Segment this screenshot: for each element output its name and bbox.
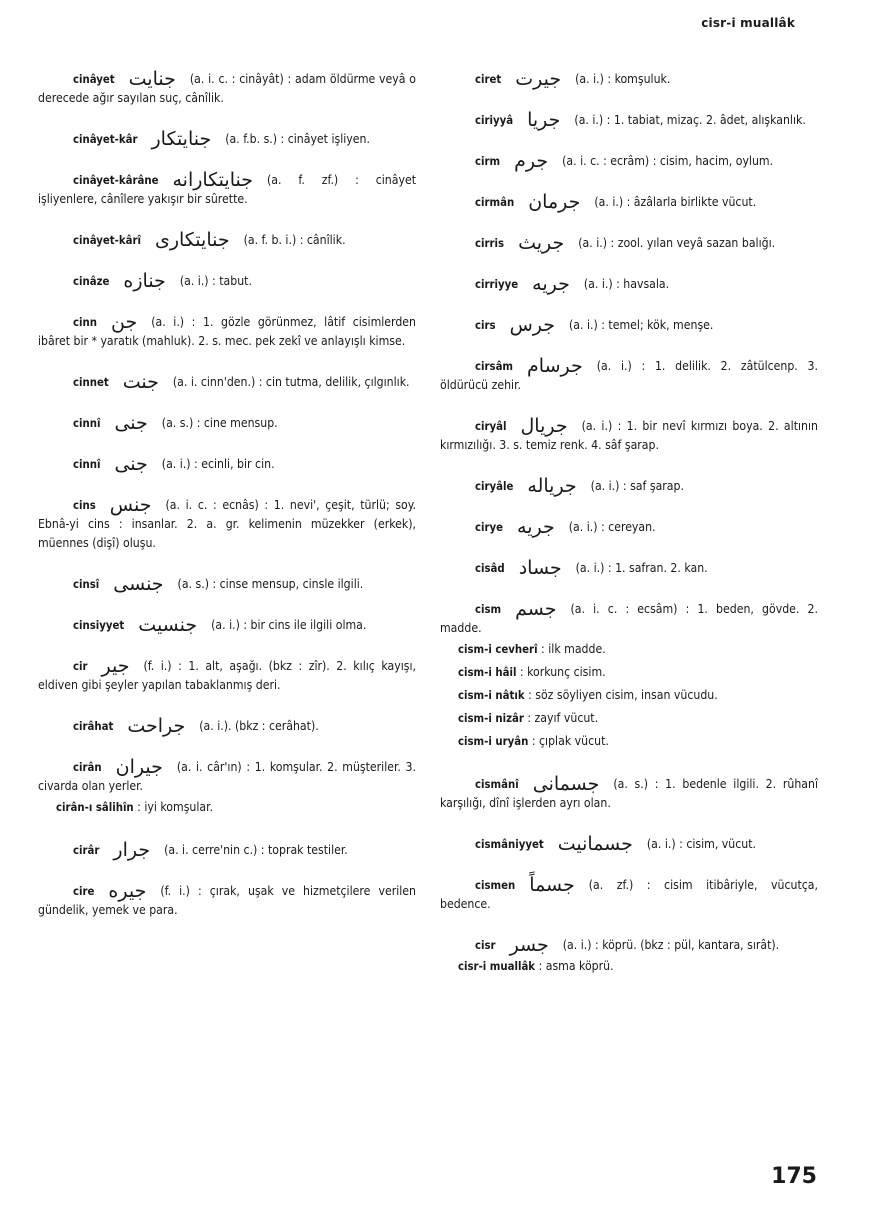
entry-headword: cism <box>475 603 502 616</box>
entry-arabic-script: جرياله <box>527 475 577 497</box>
entry-headword: cinnî <box>73 417 101 430</box>
entry-headword: cirs <box>475 319 496 332</box>
entry-definition: (a. i.) : 1. tabiat, mizaç. 2. âdet, alışkanlık. <box>574 113 806 127</box>
entry-arabic-script: جريا <box>527 109 561 131</box>
dictionary-entry <box>440 234 818 253</box>
dictionary-entry <box>38 313 416 351</box>
entry-definition: (a. i.) : 1. gözle görünmez, lâtif cisimlerden ibâret bir * yaratık (mahluk). 2. s. mec. pek zekî ve anlayışlı kimse. <box>38 315 416 348</box>
entry-headword: ciryâl <box>475 420 507 433</box>
entry-definition: (a. i.) : komşuluk. <box>575 72 671 86</box>
sub-entry <box>458 684 818 707</box>
dictionary-entry <box>38 717 416 736</box>
dictionary-entry <box>440 193 818 212</box>
entry-definition: (a. zf.) : cisim itibâriyle, vücutça, bedence. <box>440 878 818 911</box>
entry-arabic-script: جريال <box>520 415 568 437</box>
entry-arabic-script: جنايت <box>128 68 176 90</box>
dictionary-entry <box>38 414 416 433</box>
dictionary-entry <box>440 275 818 294</box>
entry-headword: cirm <box>475 155 501 168</box>
dictionary-entry <box>38 272 416 291</box>
entry-definition: (f. i.) : 1. alt, aşağı. (bkz : zîr). 2. kılıç kayışı, eldiven gibi şeyler yapılan tabaklanmış deri. <box>38 659 416 692</box>
sub-entry <box>56 796 416 819</box>
entry-headword: cins <box>73 499 96 512</box>
entry-headword: cinâyet <box>73 73 115 86</box>
entry-headword: cirris <box>475 237 505 250</box>
entry-headword: cinsî <box>73 578 100 591</box>
entry-arabic-script: جرمان <box>528 191 581 213</box>
dictionary-entry <box>440 316 818 335</box>
entry-definition: (a. i.) : köprü. (bkz : pül, kantara, sırât). <box>562 938 780 952</box>
entry-arabic-script: جيران <box>115 756 163 778</box>
page-number: 175 <box>771 1164 817 1189</box>
entry-arabic-script: جسمانى <box>532 773 600 795</box>
entry-arabic-script: جراحت <box>127 715 186 737</box>
entry-headword: cisr <box>475 939 496 952</box>
entry-arabic-script: جرس <box>509 314 555 336</box>
entry-definition: (a. i.) : havsala. <box>583 277 670 291</box>
entry-headword: cinâyet-kârî <box>73 234 141 247</box>
entry-headword: cinnî <box>73 458 101 471</box>
sub-entry-definition: : ilk madde. <box>541 642 606 656</box>
entry-arabic-script: جيرت <box>515 68 562 90</box>
entry-headword: cismâniyyet <box>475 838 544 851</box>
sub-entry-headword: cirân-ı sâlihîn <box>56 801 134 814</box>
entry-arabic-script: جنسيت <box>138 614 198 636</box>
entry-arabic-script: جريه <box>532 273 570 295</box>
dictionary-entry <box>38 758 416 819</box>
entry-definition: (a. i. c. : cinâyât) : adam öldürme veyâ o derecede ağır sayılan suç, cânîlik. <box>38 72 416 105</box>
sub-entry-headword: cism-i uryân <box>458 735 529 748</box>
entry-headword: cir <box>73 660 88 673</box>
dictionary-entry <box>38 70 416 108</box>
entry-definition: (a. i. c. : ecrâm) : cisim, hacim, oylum. <box>562 154 774 168</box>
entry-definition: (a. i.) : ecinli, bir cin. <box>161 457 275 471</box>
entry-arabic-script: جير <box>101 655 130 677</box>
entry-arabic-script: جيره <box>108 880 147 902</box>
dictionary-entry <box>38 882 416 920</box>
sub-entry-definition: : iyi komşular. <box>137 800 213 814</box>
entry-arabic-script: جسر <box>509 934 549 956</box>
sub-entry <box>458 730 818 753</box>
dictionary-entry <box>38 231 416 250</box>
entry-headword: cisâd <box>475 562 505 575</box>
sub-entry-headword: cism-i nizâr <box>458 712 524 725</box>
entry-arabic-script: جنت <box>122 371 159 393</box>
sub-entry-definition: : zayıf vücut. <box>527 711 599 725</box>
entry-definition: (a. i.) : 1. delilik. 2. zâtülcenp. 3. öldürücü zehir. <box>440 359 818 392</box>
entry-arabic-script: جريث <box>518 232 565 254</box>
dictionary-entry <box>38 130 416 149</box>
running-head: cisr-i muallâk <box>701 16 795 30</box>
entry-headword: ciriyyâ <box>475 114 514 127</box>
entry-arabic-script: جريه <box>517 516 555 538</box>
entry-arabic-script: جساد <box>518 557 562 579</box>
entry-arabic-script: جسماً <box>529 874 575 896</box>
entry-headword: cismânî <box>475 778 519 791</box>
entry-headword: cinâyet-kâr <box>73 133 138 146</box>
dictionary-entry <box>38 616 416 635</box>
entry-arabic-script: جنى <box>114 453 148 475</box>
entry-arabic-script: جنس <box>109 494 152 516</box>
entry-headword: cirsâm <box>475 360 514 373</box>
entry-definition: (a. i. c. : ecsâm) : 1. beden, gövde. 2. madde. <box>440 602 818 635</box>
entry-definition: (a. f.b. s.) : cinâyet işliyen. <box>225 132 370 146</box>
entry-definition: (a. i.) : âzâlarla birlikte vücut. <box>594 195 757 209</box>
dictionary-entry <box>440 835 818 854</box>
entry-definition: (a. i. cerre'nin c.) : toprak testiler. <box>164 843 348 857</box>
entry-definition: (a. i.) : tabut. <box>179 274 252 288</box>
dictionary-entry <box>440 559 818 578</box>
entry-headword: cinâze <box>73 275 110 288</box>
entry-headword: cirâhat <box>73 720 114 733</box>
entry-arabic-script: جرسام <box>527 355 583 377</box>
entry-arabic-script: جرم <box>514 150 549 172</box>
dictionary-entry <box>440 775 818 813</box>
entry-definition: (a. i.) : 1. safran. 2. kan. <box>575 561 708 575</box>
entry-definition: (a. s.) : cine mensup. <box>161 416 278 430</box>
entry-headword: ciryâle <box>475 480 514 493</box>
sub-entry-definition: : çıplak vücut. <box>531 734 609 748</box>
entry-arabic-script: جنازه <box>123 270 166 292</box>
sub-entry <box>458 638 818 661</box>
sub-entry <box>458 955 818 978</box>
entry-headword: cirmân <box>475 196 515 209</box>
entry-headword: ciret <box>475 73 502 86</box>
sub-entry-headword: cism-i nâtık <box>458 689 525 702</box>
entry-definition: (a. s.) : 1. bedenle ilgili. 2. rûhanî karşılığı, dînî işlerden ayrı olan. <box>440 777 818 810</box>
dictionary-entry <box>440 111 818 130</box>
entry-definition: (a. f. zf.) : cinâyet işliyenlere, cânîlere yakışır bir sûrette. <box>38 173 416 206</box>
dictionary-entry <box>38 841 416 860</box>
entry-headword: cirriyye <box>475 278 519 291</box>
dictionary-entry <box>440 152 818 171</box>
dictionary-entry <box>38 455 416 474</box>
entry-arabic-script: جسم <box>515 598 557 620</box>
entry-arabic-script: جنايتكارى <box>154 229 230 251</box>
sub-entry-definition: : asma köprü. <box>538 959 614 973</box>
entry-definition: (a. i.) : cisim, vücut. <box>646 837 756 851</box>
sub-entry-definition: : söz söyliyen cisim, insan vücudu. <box>528 688 718 702</box>
entry-definition: (f. i.) : çırak, uşak ve hizmetçilere verilen gündelik, yemek ve para. <box>38 884 416 917</box>
entry-definition: (a. i.) : saf şarap. <box>590 479 684 493</box>
sub-entry-definition: : korkunç cisim. <box>519 665 606 679</box>
entry-arabic-script: جنى <box>114 412 148 434</box>
dictionary-entry <box>440 477 818 496</box>
dictionary-entry <box>440 876 818 914</box>
entry-headword: cinsiyyet <box>73 619 125 632</box>
entry-definition: (a. i. c. : ecnâs) : 1. nevi', çeşit, türlü; soy. Ebnâ-yi cins : insanlar. 2. a. gr. kelimenin müzekker (erkek), müennes (dişî) oluşu. <box>38 498 416 550</box>
entry-arabic-script: جنايتكار <box>151 128 212 150</box>
dictionary-entry <box>38 496 416 553</box>
sub-entry <box>458 661 818 684</box>
sub-entry-headword: cisr-i muallâk <box>458 960 536 973</box>
entry-headword: cinâyet-kârâne <box>73 174 159 187</box>
dictionary-entry <box>440 357 818 395</box>
entry-definition: (a. i. câr'ın) : 1. komşular. 2. müşteriler. 3. civarda olan yerler. <box>38 760 416 793</box>
dictionary-entry <box>440 936 818 978</box>
sub-entry <box>458 707 818 730</box>
entry-definition: (a. i.) : cereyan. <box>568 520 656 534</box>
dictionary-entry <box>440 70 818 89</box>
entry-headword: cirye <box>475 521 504 534</box>
dictionary-entry <box>38 373 416 392</box>
entry-arabic-script: جن <box>110 311 138 333</box>
entry-headword: cirân <box>73 761 102 774</box>
left-column <box>38 70 416 942</box>
entry-definition: (a. i.) : bir cins ile ilgili olma. <box>211 618 367 632</box>
dictionary-entry <box>440 417 818 455</box>
entry-definition: (a. i.). (bkz : cerâhat). <box>199 719 319 733</box>
entry-headword: cire <box>73 885 95 898</box>
dictionary-entry <box>38 657 416 695</box>
dictionary-entry <box>38 575 416 594</box>
entry-definition: (a. i.) : 1. bir nevî kırmızı boya. 2. altının kırmızılığı. 3. s. temiz renk. 4. sâf şarap. <box>440 419 818 452</box>
sub-entry-headword: cism-i cevherî <box>458 643 538 656</box>
dictionary-entry <box>440 518 818 537</box>
entry-arabic-script: جرار <box>113 839 151 861</box>
dictionary-entry <box>38 171 416 209</box>
entry-headword: cinn <box>73 316 97 329</box>
sub-entry-headword: cism-i hâil <box>458 666 517 679</box>
entry-headword: cinnet <box>73 376 109 389</box>
entry-arabic-script: جسمانيت <box>557 833 633 855</box>
entry-definition: (a. s.) : cinse mensup, cinsle ilgili. <box>177 577 364 591</box>
entry-headword: cirâr <box>73 844 100 857</box>
entry-definition: (a. i.) : temel; kök, menşe. <box>569 318 714 332</box>
right-column <box>440 70 818 1000</box>
entry-arabic-script: جنايتكارانه <box>172 169 253 191</box>
entry-definition: (a. i. cinn'den.) : cin tutma, delilik, çılgınlık. <box>172 375 410 389</box>
entry-arabic-script: جنسى <box>113 573 164 595</box>
entry-definition: (a. f. b. i.) : cânîlik. <box>243 233 346 247</box>
entry-definition: (a. i.) : zool. yılan veyâ sazan balığı. <box>578 236 776 250</box>
entry-headword: cismen <box>475 879 516 892</box>
dictionary-entry <box>440 600 818 753</box>
